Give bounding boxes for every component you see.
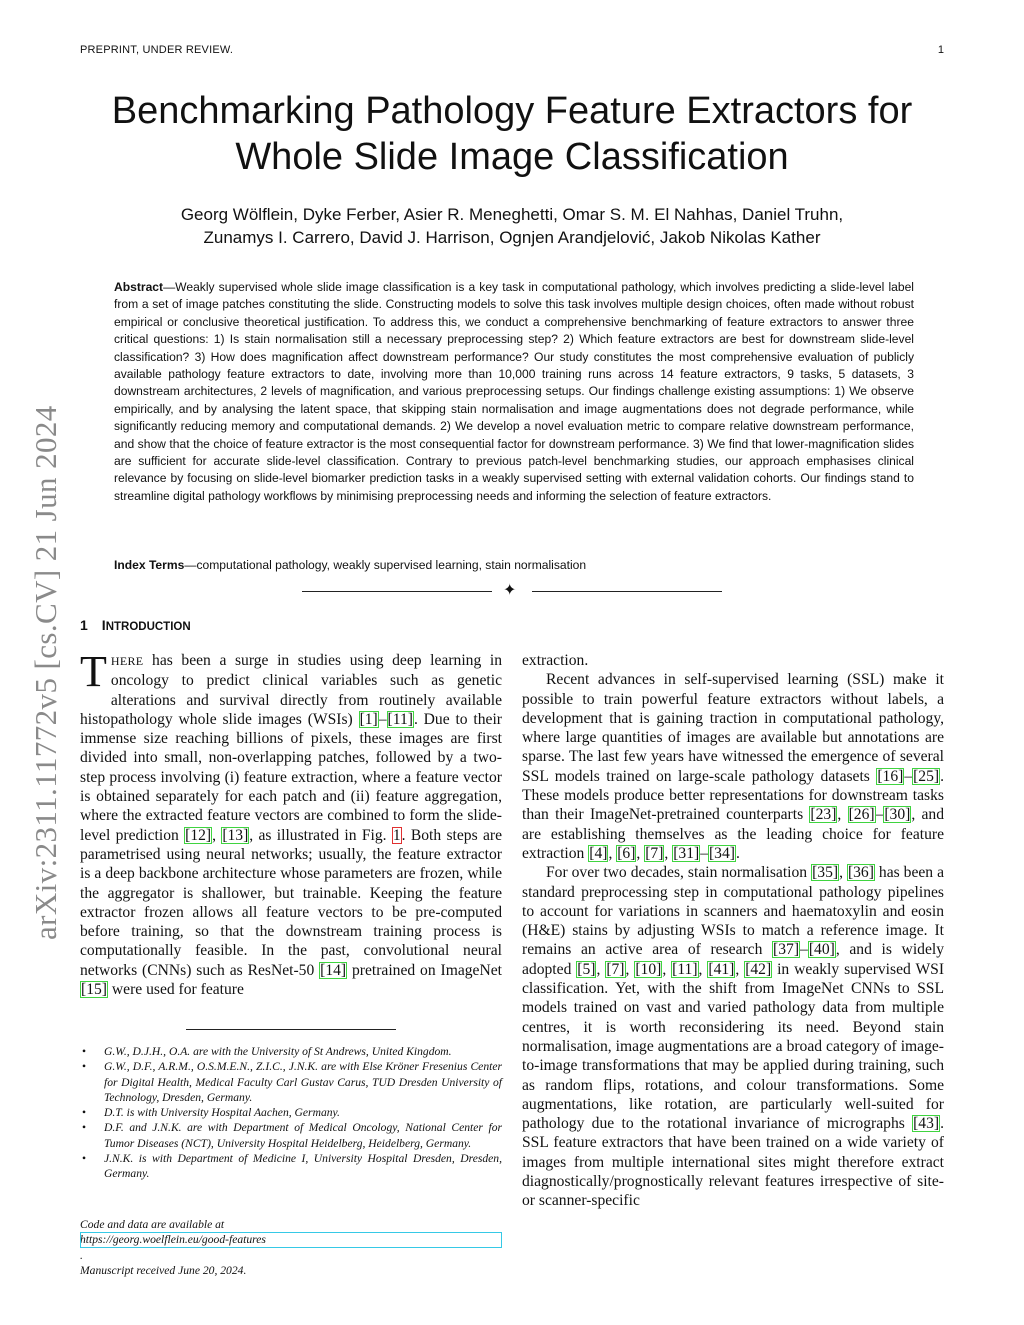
citation-link[interactable]: [7] [606,960,625,978]
authors-line-2: Zunamys I. Carrero, David J. Harrison, Ognjen Arandjelović, Jakob Nikolas Kather [203,228,821,247]
body-text: . Both steps are parametrised using neural networks; usually, the feature extractor is a deep backbone architecture whose parameters are frozen, while the aggregator is shallower, but trainable. Keeping the feature extractor frozen allows all feature vectors to be pre-computed before training, so that the downstream training process is computationally feasible. In the past, convolutional neural networks (CNNs) such as ResNet-50 [80,826,502,979]
citation-link[interactable]: [40] [808,941,835,959]
footnote-item [80,1105,502,1120]
bullet-icon: • [82,1060,87,1074]
section-number: 1 [80,617,88,633]
citation-link[interactable]: [37] [773,941,800,959]
bullet-icon: • [82,1152,87,1166]
citation-link[interactable]: [31] [673,844,700,862]
citation-link[interactable]: [15] [81,981,107,999]
citation-link[interactable]: [6] [617,844,636,862]
citation-link[interactable]: [26] [848,806,875,824]
citation-link[interactable]: [13] [222,826,249,844]
divider-star-icon: ✦ [503,580,517,599]
body-text: were used for feature [107,981,244,999]
body-text: . SSL feature extractors that have been trained on a wide variety of images from multiple international sites might therefore extract diagnostically/prognostically relevant features irrespective of site- or scanner-specific [522,1115,944,1210]
body-text: , [596,960,606,978]
body-text: , [636,844,645,862]
abstract-label: Abstract [114,280,164,294]
section-divider-right [532,591,722,592]
index-terms [114,557,914,574]
citation-link[interactable]: [14] [320,961,347,979]
citation-link[interactable]: [5] [577,960,596,978]
body-text: , [698,960,708,978]
index-terms-text: —computational pathology, weakly supervised learning, stain normalisation [184,558,587,572]
body-text: – [875,806,884,824]
bullet-icon: • [82,1121,87,1135]
citation-link[interactable]: [30] [884,806,911,824]
paper-title [80,88,944,180]
body-text: in weakly supervised WSI classification. Yet, with the shift from ImageNet CNNs to SSL models trained on vast and varied pathology data from multiple centres, it is worth reconsidering its need. Beyond stain normalisation, image augmentations are a broad category of image-to-image transformations that may be applied during training, such as random flips, rotations, and colour transformations. Some augmentations, like rotation, are particularly well-suited for pathology due to the rotational invariance of micrographs [522,960,945,1133]
intro-paragraph-1 [80,647,502,999]
affiliation-footnotes [80,1044,502,1182]
body-text: For over two decades, stain normalisation [546,864,812,882]
intro-continuation: extraction. [522,652,589,669]
footnote-item [80,1044,502,1059]
body-text: , [212,826,222,844]
citation-link[interactable]: [36] [847,864,874,882]
code-url-link[interactable]: https://georg.woelflein.eu/good-features [80,1232,502,1247]
footnote-rule [186,1029,396,1030]
body-text: , and are establishing themselves as the leading choice for feature extraction [522,806,945,862]
citation-link[interactable]: [42] [745,960,772,978]
footnote-text: J.N.K. is with Department of Medicine I, University Hospital Dresden, Dresden, Germany. [104,1152,502,1181]
bullet-icon: • [82,1045,87,1058]
body-text: – [700,844,708,862]
citation-link[interactable]: [34] [708,844,735,862]
body-text: has been a standard preprocessing step in computational pathology pipelines to account for variations in scanners and haematoxylin and eosin (H&E) stains by adjusting WSIs to match a reference image. It remains an active area of research [522,864,944,959]
citation-link[interactable]: [7] [645,844,664,862]
citation-link[interactable]: [10] [635,960,662,978]
figure-reference-link[interactable]: 1 [392,826,401,844]
body-text: Recent advances in self-supervised learning (SSL) make it possible to train powerful feature extractors without labels, a development that is gaining traction in computational pathology, where large quantities of images are available but annotations are sparse. The last few years have witnessed the emergence of several SSL models trained on large-scale pathology datasets [522,671,944,785]
body-text: , and is widely adopted [522,941,944,978]
section-divider-left [302,591,492,592]
code-note-line [80,1217,502,1263]
citation-link[interactable]: [25] [913,767,940,785]
citation-link[interactable]: [4] [589,844,608,862]
abstract-text: —Weakly supervised whole slide image classification is a key task in computational pathology, which involves predicting a slide-level label from a set of image patches constituting the slide. Constructing models to solve this task involves multiple design choices, often made without robust empirical or conclusive theoretical justification. To address this, we conduct a comprehensive benchmarking of feature extractors to answer three critical questions: 1) Is stain normalisation still a necessary preprocessing step? 2) Which feature extractors are best for downstream slide-level classification? 3) How does magnification affect downstream performance? Our study constitutes the most comprehensive evaluation of publicly available pathology feature extractors to date, involving more than 10,000 training runs across 14 feature extractors, 9 tasks, 5 datasets, 3 downstream architectures, 2 levels of magnification, and various preprocessing setups. Our findings challenge existing assumptions: 1) We observe empirically, and by analysing the latent space, that skipping stain normalisation and image augmentations does not degrade performance, while significantly reducing memory and computational demands. 2) We develop a novel evaluation metric to compare relative downstream performance, and show that the choice of feature extractor is the most consequential factor for downstream performance. 3) We find that lower-magnification slides are sufficient for accurate slide-level classification. Contrary to previous patch-level benchmarking studies, our approach emphasises clinical relevance by focusing on slide-level biomarker prediction tasks in a weakly supervised setting with external validation cohorts. Our findings stand to streamline digital pathology workflows by minimising preprocessing needs and informing the selection of feature extractors. [114,280,914,503]
authors-line-1: Georg Wölflein, Dyke Ferber, Asier R. Meneghetti, Omar S. M. El Nahhas, Daniel Truhn, [180,205,844,224]
citation-link[interactable]: [43] [913,1115,940,1133]
body-text: – [378,710,387,728]
body-text: , [735,960,745,978]
body-text: Code and data are available at [80,1218,225,1231]
intro-paragraph-3 [522,863,944,1210]
body-text: , [839,864,847,882]
body-text: – [800,941,808,959]
body-column-left [80,647,502,999]
body-text: has been a surge in studies using deep learning in oncology to predict clinical variables such as genetic alterations and survival directly from routinely available histopathology whole slide images (WSIs) [80,652,502,728]
index-terms-label: Index Terms [114,558,185,572]
footnote-text: G.W., D.F., A.R.M., O.S.M.E.N., Z.I.C., J.N.K. are with Else Kröner Fresenius Center for Digital Health, Medical Faculty Carl Gustav Carus, TUD Dresden University of Technology, Dresden, Germany. [104,1060,502,1104]
body-text: . These models produce better representations for downstream tasks than their ImageNet-pretrained counterparts [522,767,944,824]
section-title-initial: I [101,617,106,633]
citation-link[interactable]: [23] [810,806,837,824]
intro-paragraph-2 [522,670,944,863]
page-number: 1 [937,44,944,56]
body-text: . [80,1248,83,1262]
footnote-item [80,1151,502,1182]
footnote-text: D.F. and J.N.K. are with Department of Medical Oncology, National Center for Tumor Diseases (NCT), University Hospital Heidelberg, Heidelberg, Germany. [104,1121,502,1150]
citation-link[interactable]: [16] [877,767,904,785]
opening-smallcaps: HERE [110,654,144,668]
section-heading-introduction [80,617,191,633]
author-list [80,203,944,249]
body-column-right [522,651,944,1211]
citation-link[interactable]: [41] [708,960,735,978]
body-text: , [625,960,635,978]
abstract [114,279,914,505]
manuscript-received-line: Manuscript received June 20, 2024. [80,1263,247,1277]
code-availability-note [80,1217,502,1278]
citation-link[interactable]: [35] [812,864,839,882]
citation-link[interactable]: [1] [359,710,378,728]
body-text: . [735,844,740,862]
title-line-1: Benchmarking Pathology Feature Extractors for [111,90,913,132]
section-title-rest: NTRODUCTION [105,621,191,633]
citation-link[interactable]: [11] [387,710,413,728]
footnote-text: D.T. is with University Hospital Aachen, Germany. [104,1106,340,1120]
footnote-item [80,1120,502,1151]
body-text: , [837,806,848,824]
body-text: , [662,960,672,978]
footnote-item [80,1059,502,1105]
arxiv-side-identifier: arXiv:2311.11772v5 [cs.CV] 21 Jun 2024 [28,405,63,940]
footnote-text: G.W., D.J.H., O.A. are with the University of St Andrews, United Kingdom. [104,1045,452,1058]
body-text: . Due to their immense size reaching billions of pixels, these images are first divided into small, non-overlapping patches, followed by a two-step process involving (i) feature extraction, where a feature vector is obtained separately for each patch and (ii) feature aggregation, where the extracted feature vectors are combined to form the slide-level prediction [80,710,502,844]
body-text: , [664,844,673,862]
citation-link[interactable]: [12] [185,826,212,844]
drop-cap: T [80,647,107,696]
citation-link[interactable]: [11] [672,960,698,978]
body-text: – [904,767,913,785]
body-text: , as illustrated in Fig. [249,826,392,844]
running-header-left: PREPRINT, UNDER REVIEW. [80,44,234,56]
body-text: pretrained on ImageNet [347,961,502,979]
bullet-icon: • [82,1106,87,1120]
title-line-2: Whole Slide Image Classification [235,136,789,178]
body-text: , [608,844,617,862]
